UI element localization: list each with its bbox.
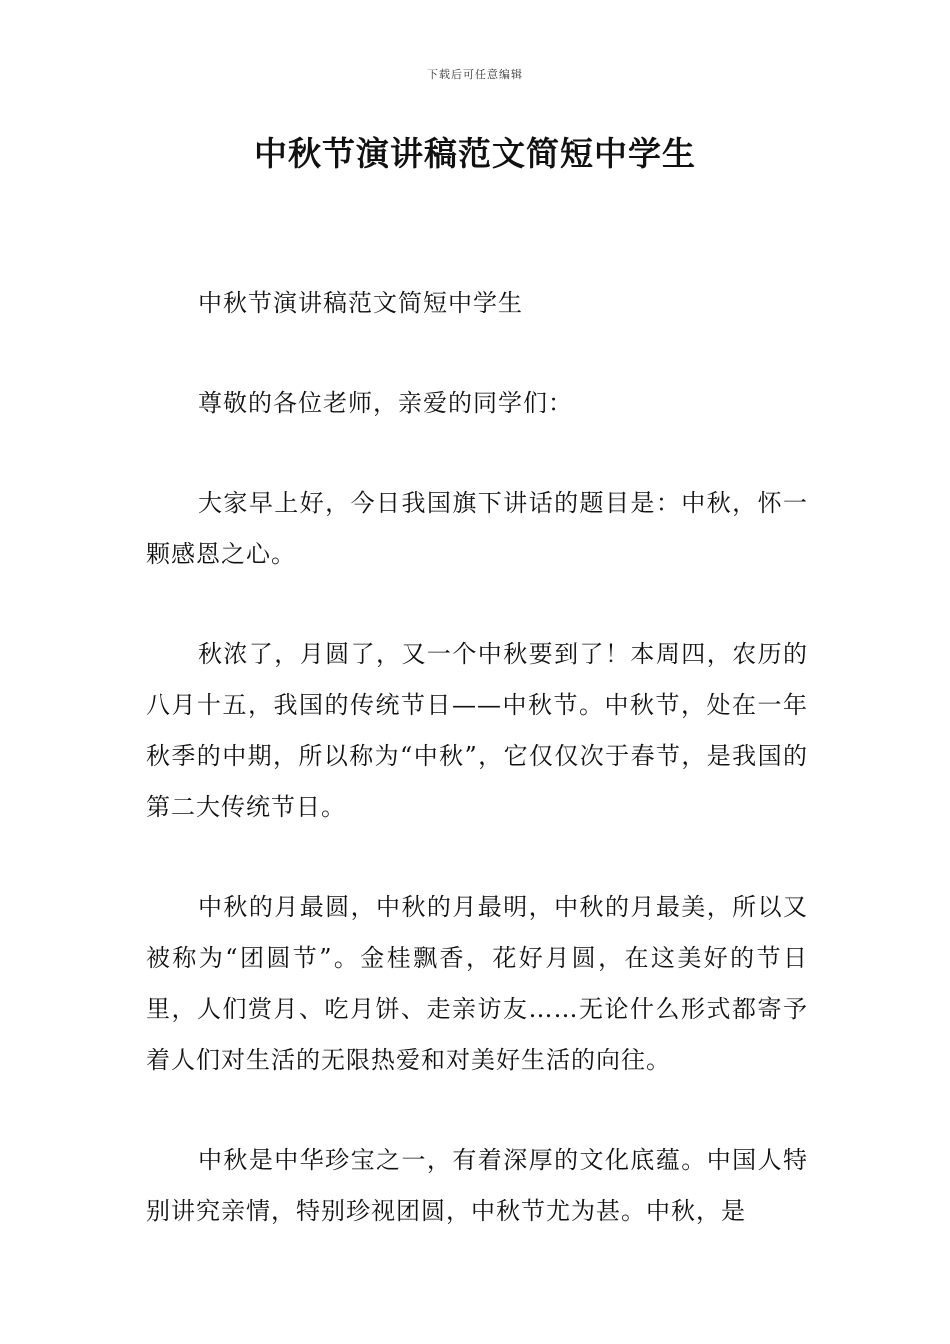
document-body [146, 278, 808, 1286]
paragraph-moon: 中秋的月最圆，中秋的月最明，中秋的月最美，所以又被称为“团圆节”。金桂飘香，花好月圆，在这美好的节日里，人们赏月、吃月饼、走亲访友……无论什么形式都寄予着人们对生活的无限热爱和对美好生活的向往。 [146, 893, 808, 1074]
paragraph-autumn: 秋浓了，月圆了，又一个中秋要到了！本周四，农历的八月十五，我国的传统节日——中秋节。中秋节，处在一年秋季的中期，所以称为“中秋”，它仅仅次于春节，是我国的第二大传统节日。 [146, 640, 808, 821]
paragraph-subtitle: 中秋节演讲稿范文简短中学生 [198, 289, 523, 317]
paragraph-greeting: 尊敬的各位老师，亲爱的同学们： [198, 389, 573, 417]
paragraph-culture: 中秋是中华珍宝之一，有着深厚的文化底蕴。中国人特别讲究亲情，特别珍视团圆，中秋节尤为甚。中秋，是 [146, 1146, 808, 1225]
header-note: 下载后可任意编辑 [427, 68, 523, 81]
document-title: 中秋节演讲稿范文简短中学生 [254, 134, 696, 173]
paragraph-opening: 大家早上好，今日我国旗下讲话的题目是：中秋，怀一颗感恩之心。 [146, 489, 808, 568]
